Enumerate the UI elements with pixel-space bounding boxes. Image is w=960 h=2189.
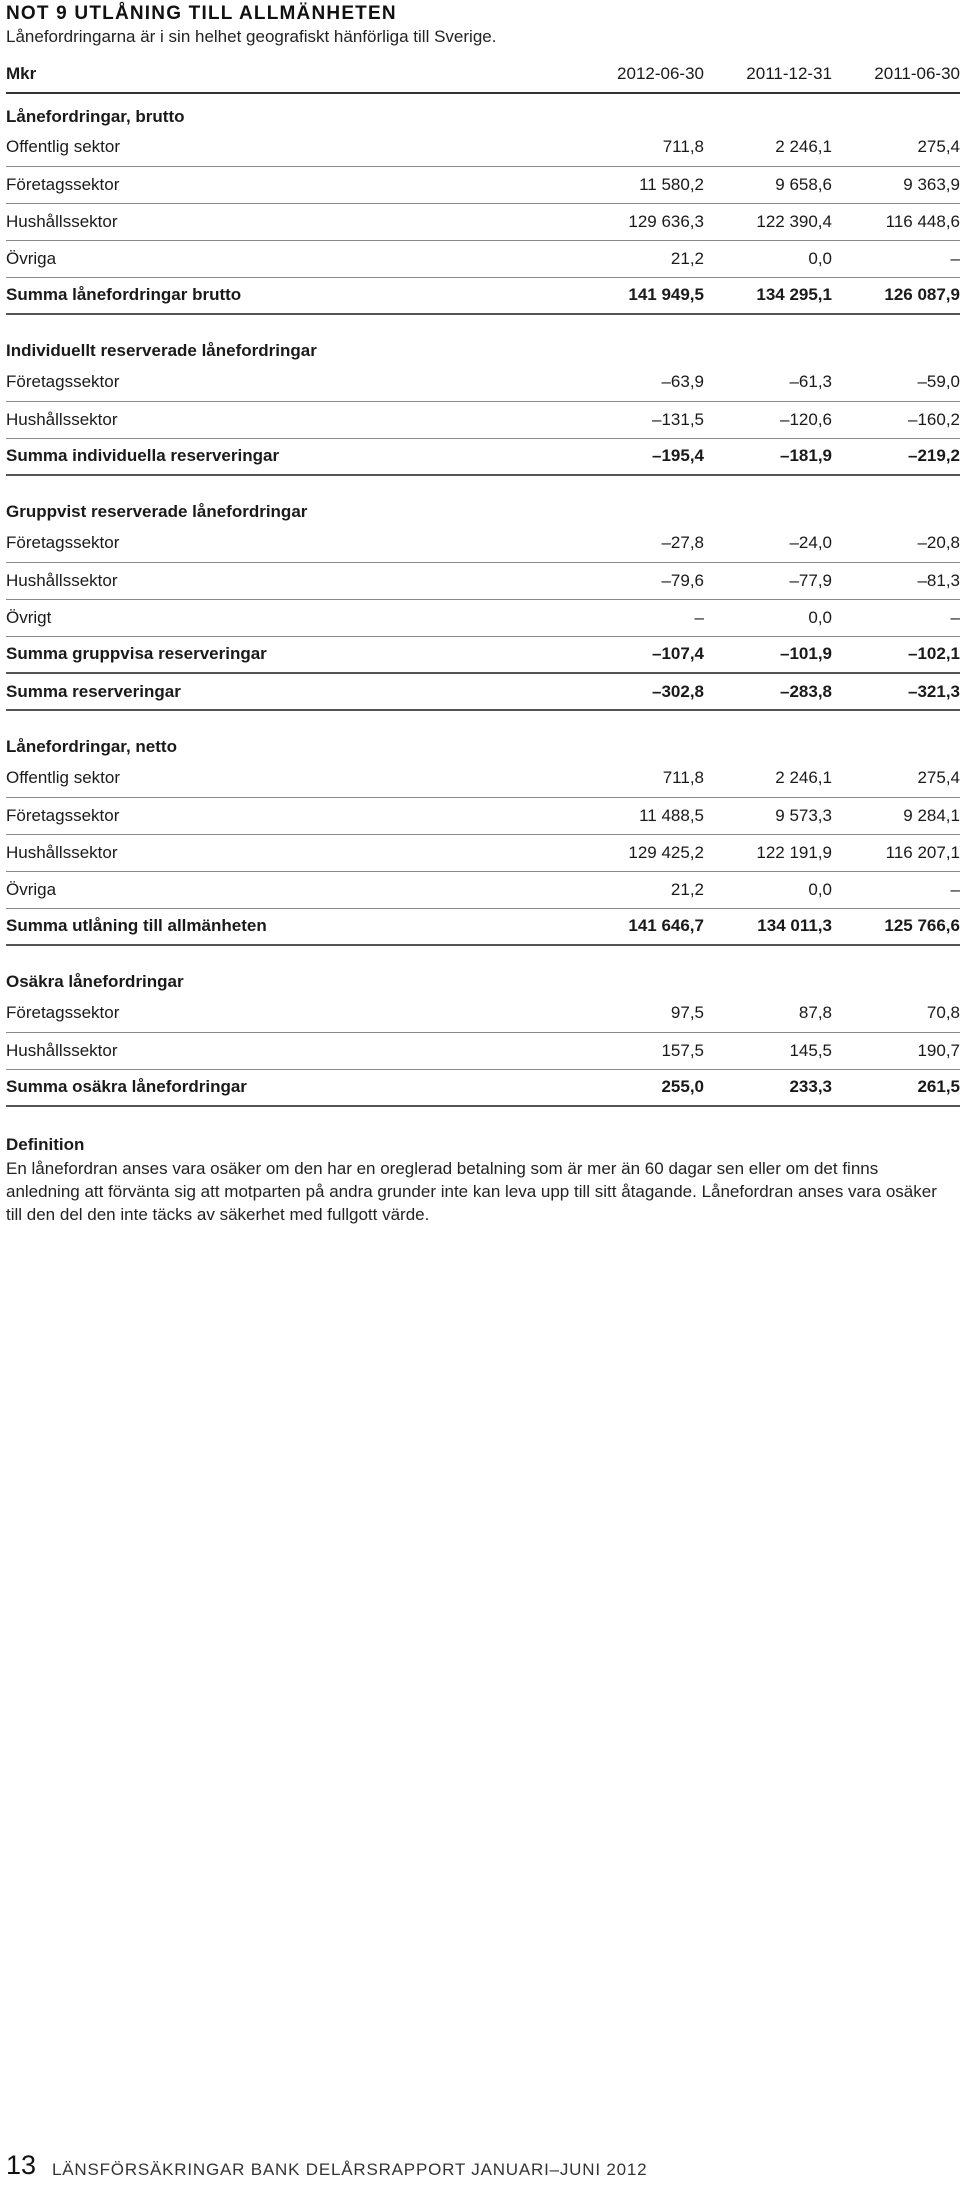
table-row — [6, 240, 960, 277]
row-value: 2 246,1 — [704, 760, 832, 797]
table-row — [6, 599, 960, 636]
row-value: –59,0 — [832, 364, 960, 401]
row-label: Hushållssektor — [6, 203, 576, 240]
row-label: Företagssektor — [6, 364, 576, 401]
note-subtitle: Lånefordringarna är i sin helhet geografiskt hänförliga till Sverige. — [6, 27, 497, 46]
row-value: 145,5 — [704, 1032, 832, 1069]
loans-table — [6, 56, 960, 1107]
row-value: 11 580,2 — [576, 166, 704, 203]
row-label: Övriga — [6, 240, 576, 277]
row-value: 233,3 — [704, 1069, 832, 1106]
row-value: –81,3 — [832, 562, 960, 599]
row-value: 134 011,3 — [704, 908, 832, 945]
row-value: –79,6 — [576, 562, 704, 599]
table-row — [6, 1032, 960, 1069]
table-body — [6, 93, 960, 1106]
row-value: –283,8 — [704, 673, 832, 710]
row-value: –120,6 — [704, 401, 832, 438]
row-label: Hushållssektor — [6, 562, 576, 599]
row-value: 116 448,6 — [832, 203, 960, 240]
section-title: Lånefordringar, brutto — [6, 106, 185, 126]
row-label: Företagssektor — [6, 525, 576, 562]
row-label: Summa lånefordringar brutto — [6, 277, 576, 314]
row-value: 122 390,4 — [704, 203, 832, 240]
row-label: Summa individuella reserveringar — [6, 438, 576, 475]
table-row — [6, 562, 960, 599]
row-value: 0,0 — [704, 871, 832, 908]
section-title: Osäkra lånefordringar — [6, 972, 184, 991]
row-label: Hushållssektor — [6, 834, 576, 871]
row-value: –107,4 — [576, 636, 704, 673]
table-header-row — [6, 56, 960, 93]
column-header-date: 2011-06-30 — [832, 56, 960, 93]
row-value: 125 766,6 — [832, 908, 960, 945]
row-label: Hushållssektor — [6, 1032, 576, 1069]
section-title-row — [6, 489, 960, 525]
row-value: – — [832, 599, 960, 636]
row-value: –102,1 — [832, 636, 960, 673]
row-value: 141 949,5 — [576, 277, 704, 314]
row-label: Företagssektor — [6, 166, 576, 203]
table-row — [6, 525, 960, 562]
section-spacer — [6, 945, 960, 959]
row-label: Övriga — [6, 871, 576, 908]
sum-row — [6, 636, 960, 673]
row-value: 157,5 — [576, 1032, 704, 1069]
section-title-row — [6, 328, 960, 364]
row-value: 261,5 — [832, 1069, 960, 1106]
row-value: –321,3 — [832, 673, 960, 710]
row-value: –20,8 — [832, 525, 960, 562]
row-value: 190,7 — [832, 1032, 960, 1069]
row-value: 9 363,9 — [832, 166, 960, 203]
sum-row — [6, 908, 960, 945]
row-value: 87,8 — [704, 995, 832, 1032]
row-value: 275,4 — [832, 129, 960, 166]
row-label: Hushållssektor — [6, 401, 576, 438]
row-value: 129 636,3 — [576, 203, 704, 240]
row-value: 141 646,7 — [576, 908, 704, 945]
sum-row — [6, 438, 960, 475]
row-value: –131,5 — [576, 401, 704, 438]
row-label: Företagssektor — [6, 797, 576, 834]
sum-row — [6, 1069, 960, 1106]
table-row — [6, 364, 960, 401]
table-row — [6, 166, 960, 203]
row-value: –77,9 — [704, 562, 832, 599]
row-label: Offentlig sektor — [6, 129, 576, 166]
row-value: –181,9 — [704, 438, 832, 475]
row-value: –302,8 — [576, 673, 704, 710]
row-label: Offentlig sektor — [6, 760, 576, 797]
table-row — [6, 129, 960, 166]
row-value: 711,8 — [576, 760, 704, 797]
section-title: Lånefordringar, netto — [6, 737, 177, 756]
table-row — [6, 797, 960, 834]
row-value: 0,0 — [704, 599, 832, 636]
section-title: Individuellt reserverade lånefordringar — [6, 341, 317, 360]
row-value: 11 488,5 — [576, 797, 704, 834]
row-value: 21,2 — [576, 871, 704, 908]
row-value: 126 087,9 — [832, 277, 960, 314]
row-value: –61,3 — [704, 364, 832, 401]
row-value: 116 207,1 — [832, 834, 960, 871]
table-row — [6, 834, 960, 871]
row-label: Summa osäkra lånefordringar — [6, 1069, 576, 1106]
row-value: – — [832, 871, 960, 908]
column-header-date: 2011-12-31 — [704, 56, 832, 93]
row-value: –27,8 — [576, 525, 704, 562]
row-value: 711,8 — [576, 129, 704, 166]
row-value: 97,5 — [576, 995, 704, 1032]
sum-row — [6, 277, 960, 314]
row-value: 0,0 — [704, 240, 832, 277]
table-row — [6, 760, 960, 797]
row-value: 70,8 — [832, 995, 960, 1032]
section-title: Gruppvist reserverade lånefordringar — [6, 502, 308, 521]
section-spacer — [6, 710, 960, 724]
row-value: –160,2 — [832, 401, 960, 438]
report-title: LÄNSFÖRSÄKRINGAR BANK DELÅRSRAPPORT JANUARI–JUNI 2012 — [52, 2160, 648, 2179]
column-header-date: 2012-06-30 — [576, 56, 704, 93]
row-value: –219,2 — [832, 438, 960, 475]
row-value: 2 246,1 — [704, 129, 832, 166]
table-row — [6, 203, 960, 240]
row-value: 9 658,6 — [704, 166, 832, 203]
definition-text: En lånefordran anses vara osäker om den har en oreglerad betalning som är mer än 60 dagar sen eller om det finns anledning att förvänta sig att motparten på andra grunder inte kan leva upp till sitt åtagande. Lånefordran anses vara osäker till den del den inte täcks av säkerhet med fullgott värde. — [6, 1159, 937, 1224]
row-value: 275,4 — [832, 760, 960, 797]
section-title-row — [6, 93, 960, 129]
section-title-row — [6, 959, 960, 995]
table-row — [6, 995, 960, 1032]
section-spacer — [6, 314, 960, 328]
row-value: 122 191,9 — [704, 834, 832, 871]
note-title: NOT 9 UTLÅNING TILL ALLMÄNHETEN — [6, 3, 397, 24]
row-value: – — [832, 240, 960, 277]
section-spacer — [6, 475, 960, 489]
row-label: Summa reserveringar — [6, 673, 576, 710]
table-row — [6, 401, 960, 438]
column-header-unit: Mkr — [6, 56, 576, 93]
row-value: –101,9 — [704, 636, 832, 673]
row-value: –195,4 — [576, 438, 704, 475]
definition-title: Definition — [6, 1135, 85, 1154]
row-value: 21,2 — [576, 240, 704, 277]
row-label: Summa gruppvisa reserveringar — [6, 636, 576, 673]
table-row — [6, 871, 960, 908]
row-value: 129 425,2 — [576, 834, 704, 871]
sum-row — [6, 673, 960, 710]
row-value: – — [576, 599, 704, 636]
page-number: 13 — [6, 2150, 37, 2180]
row-value: –63,9 — [576, 364, 704, 401]
row-value: 134 295,1 — [704, 277, 832, 314]
row-label: Övrigt — [6, 599, 576, 636]
row-label: Företagssektor — [6, 995, 576, 1032]
row-value: 9 573,3 — [704, 797, 832, 834]
row-value: 255,0 — [576, 1069, 704, 1106]
row-value: 9 284,1 — [832, 797, 960, 834]
section-title-row — [6, 724, 960, 760]
row-label: Summa utlåning till allmänheten — [6, 908, 576, 945]
row-value: –24,0 — [704, 525, 832, 562]
